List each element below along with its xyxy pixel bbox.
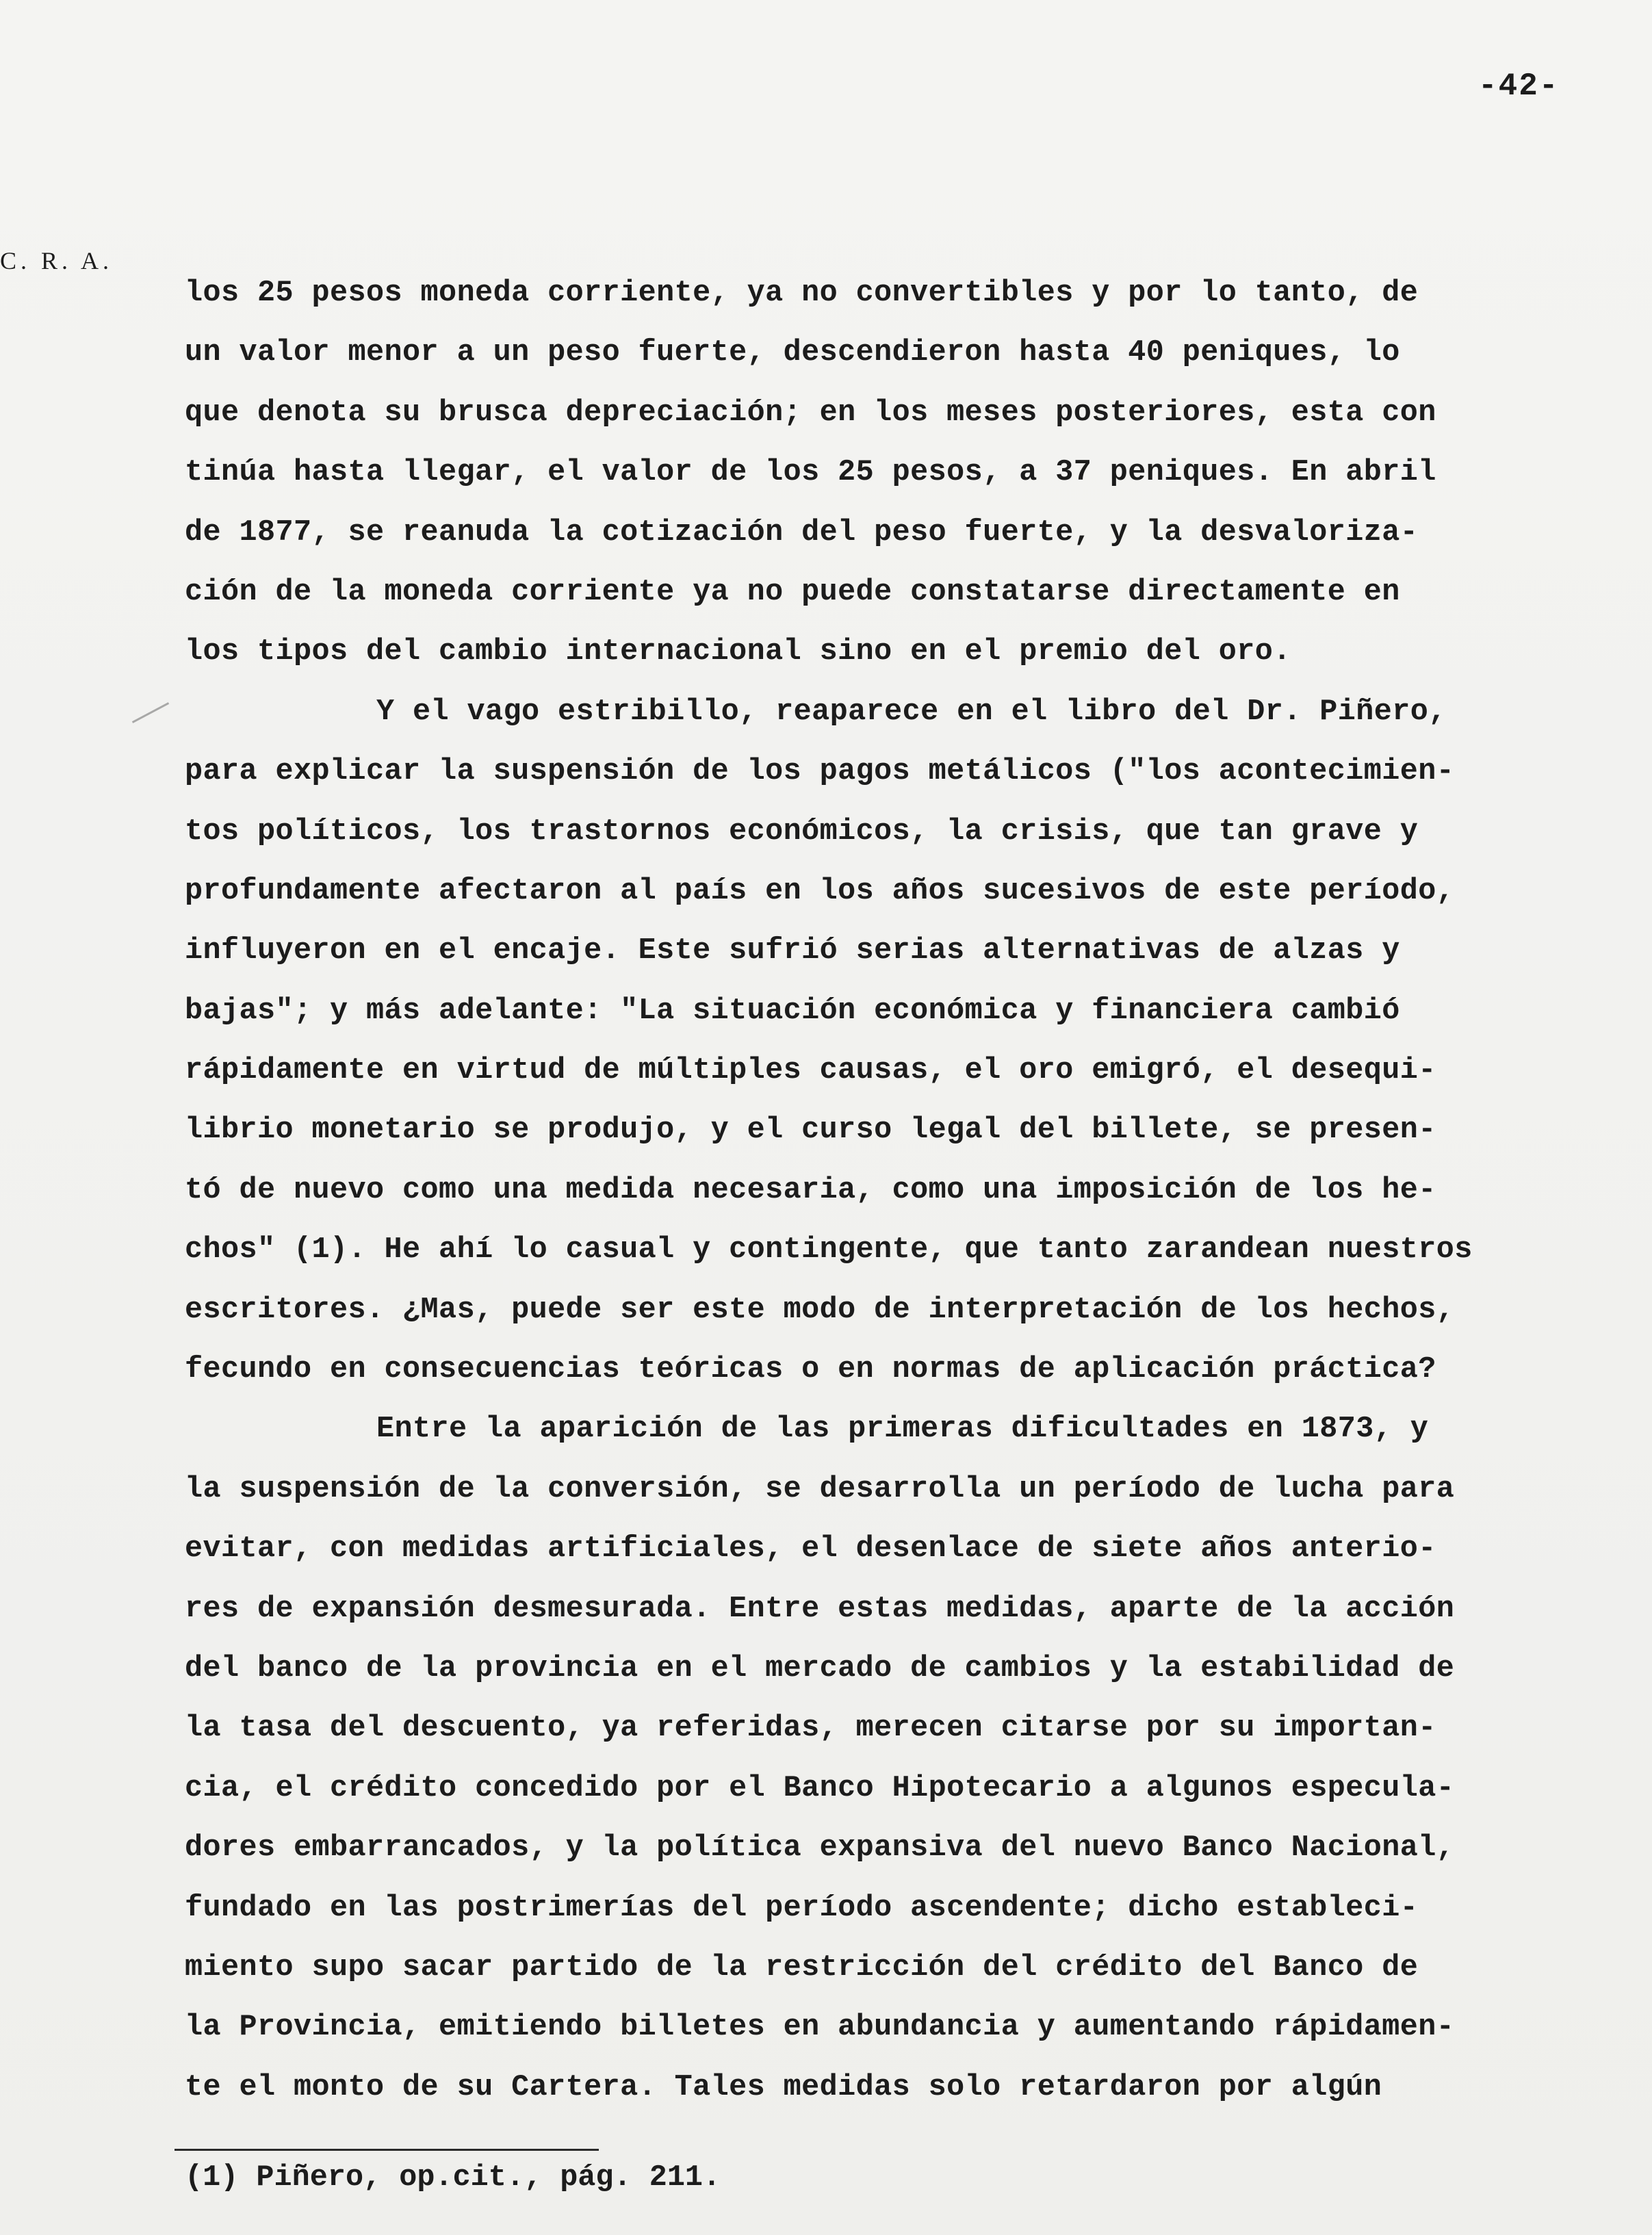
text-line: res de expansión desmesurada. Entre estas medidas, aparte de la acción bbox=[185, 1592, 1455, 1626]
text-line: los tipos del cambio internacional sino en el premio del oro. bbox=[185, 635, 1291, 669]
text-line: la Provincia, emitiendo billetes en abundancia y aumentando rápidamen- bbox=[185, 2011, 1455, 2045]
text-line: evitar, con medidas artificiales, el desenlace de siete años anterio- bbox=[185, 1532, 1436, 1566]
text-line: del banco de la provincia en el mercado de cambios y la estabilidad de bbox=[185, 1651, 1455, 1685]
text-line: de 1877, se reanuda la cotización del peso fuerte, y la desvaloriza- bbox=[185, 515, 1419, 550]
text-line: cia, el crédito concedido por el Banco Hipotecario a algunos especula- bbox=[185, 1771, 1455, 1805]
text-line: tos políticos, los trastornos económicos, la crisis, que tan grave y bbox=[185, 814, 1419, 849]
paragraph-start-line: Entre la aparición de las primeras dificultades en 1873, y bbox=[376, 1412, 1429, 1447]
text-line: dores embarrancados, y la política expansiva del nuevo Banco Nacional, bbox=[185, 1831, 1455, 1865]
text-line: rápidamente en virtud de múltiples causas, el oro emigró, el desequi- bbox=[185, 1054, 1436, 1088]
text-line: profundamente afectaron al país en los años sucesivos de este período, bbox=[185, 874, 1455, 908]
page-number: -42- bbox=[1478, 68, 1560, 104]
text-line: librio monetario se produjo, y el curso legal del billete, se presen- bbox=[185, 1113, 1436, 1148]
text-line: la tasa del descuento, ya referidas, merecen citarse por su importan- bbox=[185, 1711, 1436, 1746]
paragraph-start-line: Y el vago estribillo, reaparece en el libro del Dr. Piñero, bbox=[376, 695, 1447, 729]
text-line: te el monto de su Cartera. Tales medidas solo retardaron por algún bbox=[185, 2070, 1382, 2104]
text-line: los 25 pesos moneda corriente, ya no convertibles y por lo tanto, de bbox=[185, 276, 1419, 310]
text-line: chos" (1). He ahí lo casual y contingente, que tanto zarandean nuestros bbox=[185, 1233, 1473, 1267]
text-line: la suspensión de la conversión, se desarrolla un período de lucha para bbox=[185, 1472, 1455, 1506]
text-line: que denota su brusca depreciación; en los meses posteriores, esta con bbox=[185, 396, 1436, 430]
text-line: escritores. ¿Mas, puede ser este modo de interpretación de los hechos, bbox=[185, 1293, 1455, 1327]
footnote: (1) Piñero, op.cit., pág. 211. bbox=[185, 2161, 721, 2195]
text-line: influyeron en el encaje. Este sufrió serias alternativas de alzas y bbox=[185, 934, 1400, 968]
text-line: ción de la moneda corriente ya no puede constatarse directamente en bbox=[185, 575, 1400, 609]
text-line: fundado en las postrimerías del período ascendente; dicho estableci- bbox=[185, 1891, 1419, 1925]
text-line: fecundo en consecuencias teóricas o en normas de aplicación práctica? bbox=[185, 1353, 1436, 1387]
text-line: tinúa hasta llegar, el valor de los 25 pesos, a 37 peniques. En abril bbox=[185, 456, 1436, 490]
footnote-divider bbox=[175, 2149, 599, 2151]
margin-pencil-mark bbox=[132, 702, 169, 723]
body-text bbox=[185, 263, 1646, 2117]
text-line: bajas"; y más adelante: "La situación económica y financiera cambió bbox=[185, 994, 1400, 1028]
text-line: miento supo sacar partido de la restricción del crédito del Banco de bbox=[185, 1950, 1419, 1985]
text-line: tó de nuevo como una medida necesaria, como una imposición de los he- bbox=[185, 1173, 1436, 1207]
text-line: un valor menor a un peso fuerte, descendieron hasta 40 peniques, lo bbox=[185, 336, 1400, 370]
margin-stamp: C. R. A. bbox=[0, 247, 114, 274]
text-line: para explicar la suspensión de los pagos metálicos ("los acontecimien- bbox=[185, 755, 1455, 789]
